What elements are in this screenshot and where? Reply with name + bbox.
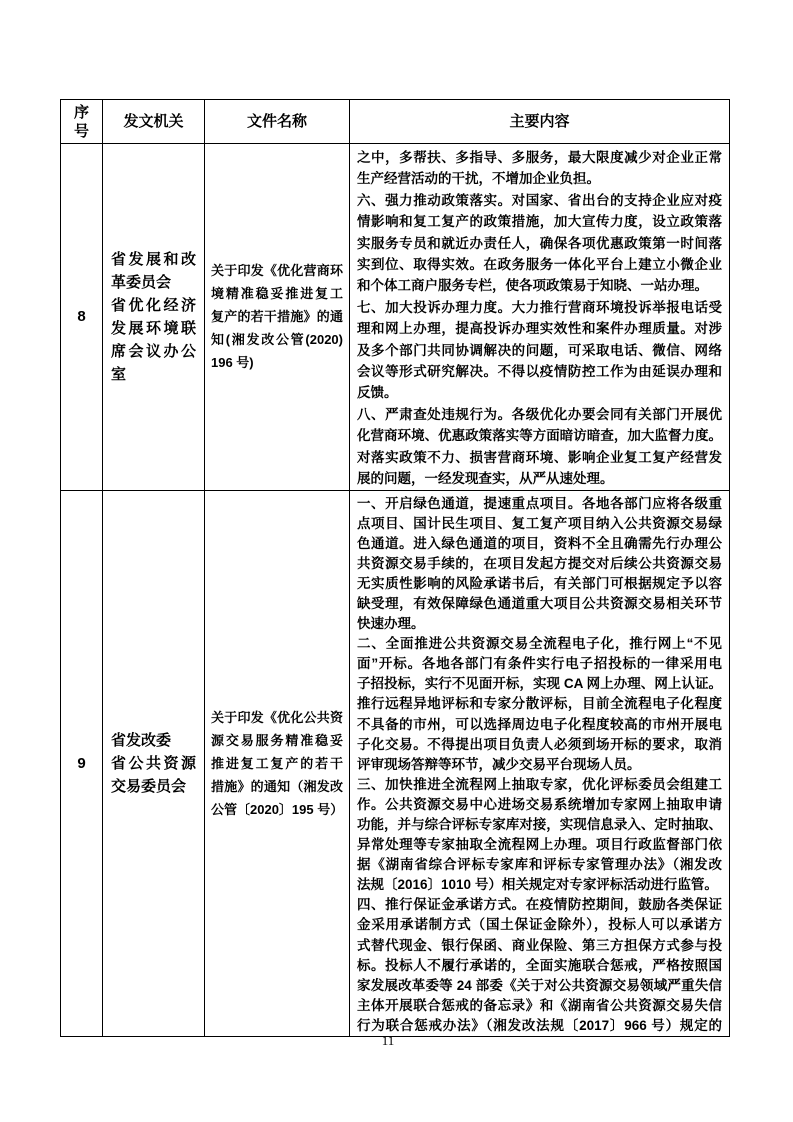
text-line: 生产经营活动的干扰，不增加企业负担。 [357,171,600,187]
text-line: 措施》的通知（湘发改 [211,778,343,794]
text-line: 和个体工商户服务专栏，使各项政策易于知晓、一站办理。 [357,278,708,294]
text-line: 子招投标，实行不见面开标，实现 CA 网上办理、网上认证。 [357,676,722,692]
text-line: 六、强力推动政策落实。对国家、省出台的支持企业应对疫 [357,192,722,208]
text-line: 主体开展联合惩戒的备忘录》和《湖南省公共资源交易失信 [357,997,722,1013]
text-line: 展的问题，一经发现查实，从严从速处理。 [357,471,614,487]
text-line: 理和网上办理，提高投诉办理实效性和案件办理质量。对涉 [357,321,722,337]
text-line: 金采用承诺制方式（国土保证金除外），投标人可以承诺方 [357,917,722,933]
text-line: 行为联合惩戒办法》（湘发改法规〔2017〕966 号）规定的 [357,1017,722,1033]
table-row [61,144,730,491]
text-line: 据《湖南省综合评标专家库和评标专家管理办法》（湘发改 [357,857,722,873]
text-line: 交易委员会 [111,777,187,795]
text-line: 快速办理。 [357,616,425,632]
text-line: 评审现场答辩等环节，减少交易平台现场人员。 [357,756,641,772]
text-line: 异常处理等专家抽取全流程网上办理。项目行政监督部门依 [357,837,722,853]
doc-name-cell [205,144,350,491]
text-line: 推行远程异地评标和专家分散评标，目前全流程电子化程度 [357,696,722,712]
text-line: 式替代现金、银行保函、商业保险、第三方担保方式参与投 [357,937,722,953]
text-line: 省发展和改 [111,250,196,268]
content-cell [350,144,730,491]
agency-cell [103,490,205,1037]
content-cell [350,490,730,1037]
text-line: 作。公共资源交易中心进场交易系统增加专家网上抽取申请 [357,796,722,812]
text-line: 及多个部门共同协调解决的问题，可采取电话、微信、网络 [357,342,722,358]
text-line: 家发展改革委等 24 部委《关于对公共资源交易领域严重失信 [357,977,722,993]
text-line: 二、全面推进公共资源交易全流程电子化，推行网上“不见 [357,636,722,652]
text-line: 室 [111,365,127,383]
doc-name-cell [205,490,350,1037]
text-line: 实到位、取得实效。在政务服务一体化平台上建立小微企业 [357,257,722,273]
text-line: 对落实政策不力、损害营商环境、影响企业复工复产经营发 [357,449,722,465]
text-line: 七、加大投诉办理力度。大力推行营商环境投诉举报电话受 [357,299,722,315]
seq-cell: 8 [61,144,103,491]
text-line: 省发改委 [111,731,172,749]
text-line: 功能，并与综合评标专家库对接，实现信息录入、定时抽取、 [357,817,722,832]
text-line: 法规〔2016〕1010 号）相关规定对专家评标活动进行监管。 [357,877,718,893]
text-line: 子化交易。不得提出项目负责人必须到场开标的要求，取消 [357,736,722,752]
text-line: 不具备的市州，可以选择周边电子化程度较高的市州开展电 [357,716,722,732]
table-row [61,490,730,1037]
text-line: 席会议办公 [111,342,196,360]
text-line: 196 号) [211,355,254,371]
text-line: 一、开启绿色通道，提速重点项目。各地各部门应将各级重 [357,495,722,511]
text-line: 点项目、国计民生项目、复工复产项目纳入公共资源交易绿 [357,515,722,531]
col-header-seq: 序号 [61,100,103,144]
text-line: 共资源交易手续的，在项目发起方提交对后续公共资源交易 [357,555,722,571]
text-line: 会议等形式研究解决。不得以疫情防控工作为由延误办理和 [357,364,722,380]
text-line: 之中，多帮扶、多指导、多服务，最大限度减少对企业正常 [357,150,722,165]
col-header-doc-name: 文件名称 [205,100,350,144]
text-line: 缺受理，有效保障绿色通道重大项目公共资源交易相关环节 [357,595,722,611]
text-line: 知(湘发改公管(2020) [211,332,343,348]
text-line: 境精准稳妥推进复工 [211,286,343,302]
text-line: 省优化经济 [111,296,196,314]
text-line: 情影响和复工复产的政策措施，加大宣传力度，设立政策落 [357,214,722,230]
seq-cell: 9 [61,490,103,1037]
text-line: 无实质性影响的风险承诺书后，有关部门可根据规定予以容 [357,575,722,591]
text-line: 八、严肃查处违规行为。各级优化办要会同有关部门开展优 [357,406,722,422]
text-line: 关于印发《优化营商环 [211,263,343,279]
text-line: 面”开标。各地各部门有条件实行电子招投标的一律采用电 [357,656,722,672]
col-header-content: 主要内容 [350,100,730,144]
agency-cell [103,144,205,491]
text-line: 关于印发《优化公共资 [211,709,343,725]
text-line: 推进复工复产的若干 [211,755,343,771]
text-line: 标。投标人不履行承诺的，全面实施联合惩戒，严格按照国 [357,957,722,973]
text-line: 化营商环境、优惠政策落实等方面暗访暗查，加大监督力度。 [357,428,722,444]
text-line: 公管〔2020〕195 号） [211,801,343,817]
text-line: 三、加快推进全流程网上抽取专家，优化评标委员会组建工 [357,776,722,792]
page-number: 11 [381,1033,395,1048]
text-line: 革委员会 [111,273,172,291]
text-line: 色通道。进入绿色通道的项目，资料不全且确需先行办理公 [357,535,722,551]
text-line: 实服务专员和就近办责任人，确保各项优惠政策第一时间落 [357,235,722,251]
text-line: 省公共资源 [111,754,196,772]
table-header-row [61,100,730,144]
text-line: 四、推行保证金承诺方式。在疫情防控期间，鼓励各类保证 [357,897,722,913]
table-body [61,144,730,1037]
text-line: 反馈。 [357,385,398,401]
text-line: 复产的若干措施》的通 [211,309,343,325]
document-table [60,99,730,1037]
col-header-agency: 发文机关 [103,100,205,144]
text-line: 源交易服务精准稳妥 [211,732,343,748]
text-line: 发展环境联 [111,319,196,337]
